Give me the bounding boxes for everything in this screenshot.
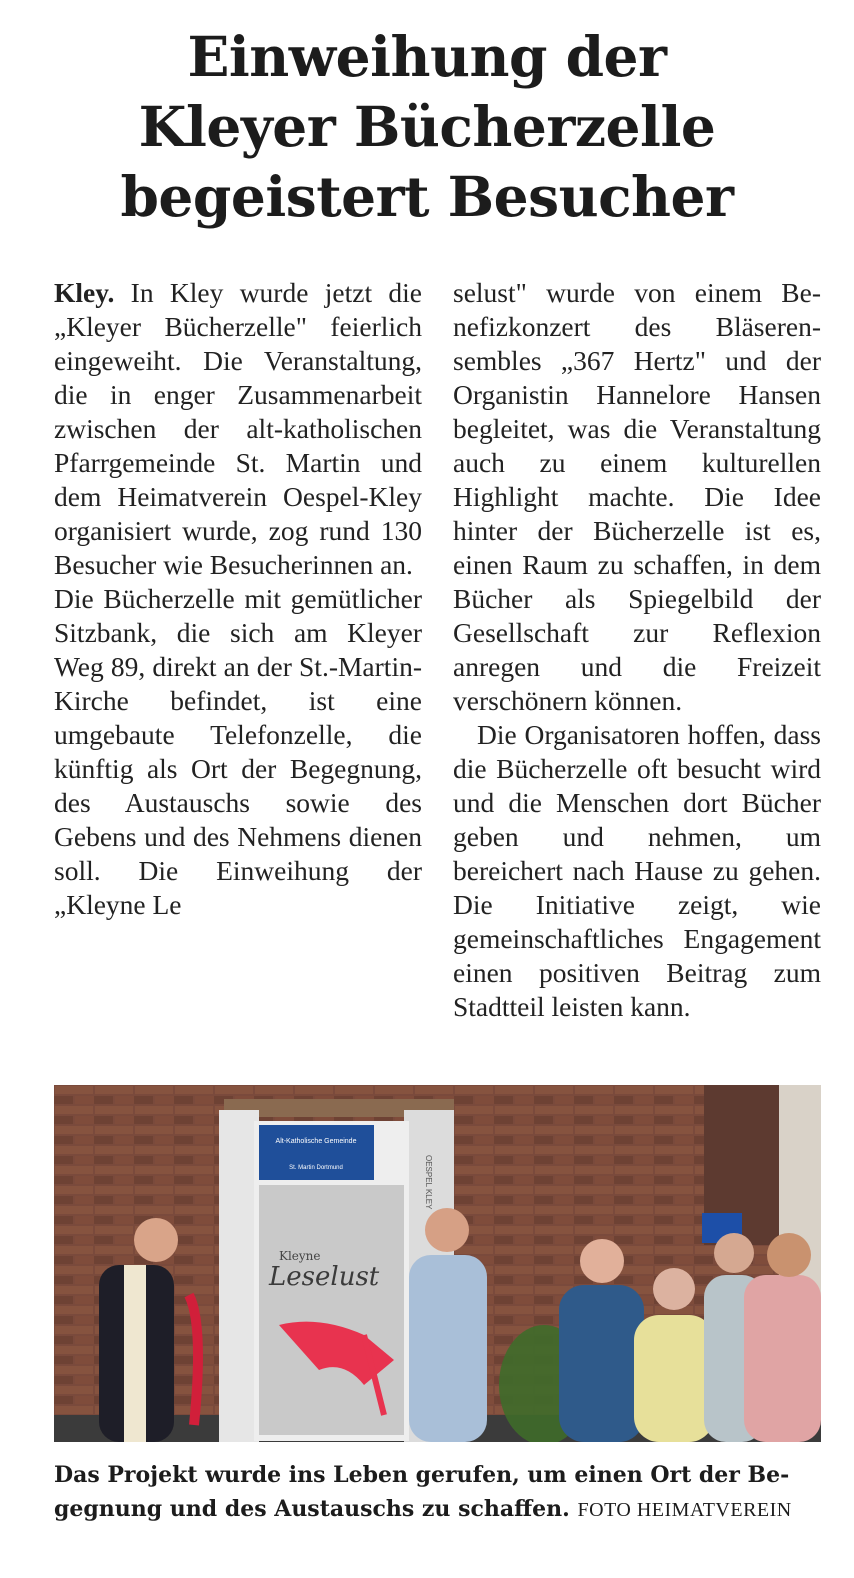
caption-text: Das Projekt wurde ins Leben gerufen, um einen Ort der Begegnung und des Austauschs zu schaffen.: [54, 1462, 790, 1522]
headline-line-2: Kleyer Bücherzelle: [138, 94, 716, 159]
dateline: Kley.: [54, 277, 115, 308]
photo-credit: FOTO HEIMATVEREIN: [577, 1499, 792, 1521]
photo-caption: [54, 1458, 824, 1527]
paragraph-intro: [54, 276, 422, 582]
paragraph-booth-continued: selust" wurde von einem Benefizkonzert des Bläserensembles „367 Hertz" und der Organistin Hannelore Hansen begleitet, was die Veranstaltung auch zu einem kulturellen Highlight machte. Die Idee hinter der Bücherzelle ist es, einen Raum zu schaffen, in dem Bücher als Spiegelbild der Gesellschaft zur Reflexion anregen und die Freizeit verschönern können.: [453, 277, 821, 716]
paragraph-booth: Die Bücherzelle mit gemütlicher Sitzbank, die sich am Kleyer Weg 89, direkt an der St.-Martin-Kirche befindet, ist eine umgebaute Telefonzelle, die künftig als Ort der Begegnung, des Austauschs sowie des Gebens und des Nehmens dienen soll. Die Einweihung der „Kleyne Le: [54, 583, 422, 920]
booth-sign-top: Alt-Katholische Gemeinde: [275, 1138, 357, 1145]
booth-side-label: OESPEL KLEY: [424, 1155, 433, 1210]
article-photo: [54, 1085, 821, 1442]
headline: [0, 22, 854, 232]
photo-illustration: [54, 1085, 821, 1442]
booth-sign-bottom: St. Martin Dortmund: [289, 1165, 343, 1171]
booth-label: Leselust: [269, 1262, 380, 1292]
article-column-right: [453, 276, 821, 1024]
booth-label-small: Kleyne: [279, 1249, 321, 1263]
paragraph-closing: Die Organisatoren hoffen, dass die Bücherzelle oft besucht wird und die Menschen dort Bücher geben und nehmen, um bereichert nach Hause zu gehen. Die Initiative zeigt, wie gemeinschaftliches Engagement einen positiven Beitrag zum Stadtteil leisten kann.: [453, 719, 821, 1022]
paragraph-intro-text: In Kley wurde jetzt die „Kleyer Bücherzelle" feierlich eingeweiht. Die Veranstaltung, die in enger Zusammenarbeit zwischen der alt-katholischen Pfarrgemeinde St. Martin und dem Heimatverein Oespel-Kley organisiert wurde, zog rund 130 Besucher wie Besucherinnen an.: [54, 277, 422, 580]
headline-line-1: Einweihung der: [187, 24, 667, 89]
headline-line-3: begeistert Besucher: [120, 164, 734, 229]
article-column-left: [54, 276, 422, 922]
